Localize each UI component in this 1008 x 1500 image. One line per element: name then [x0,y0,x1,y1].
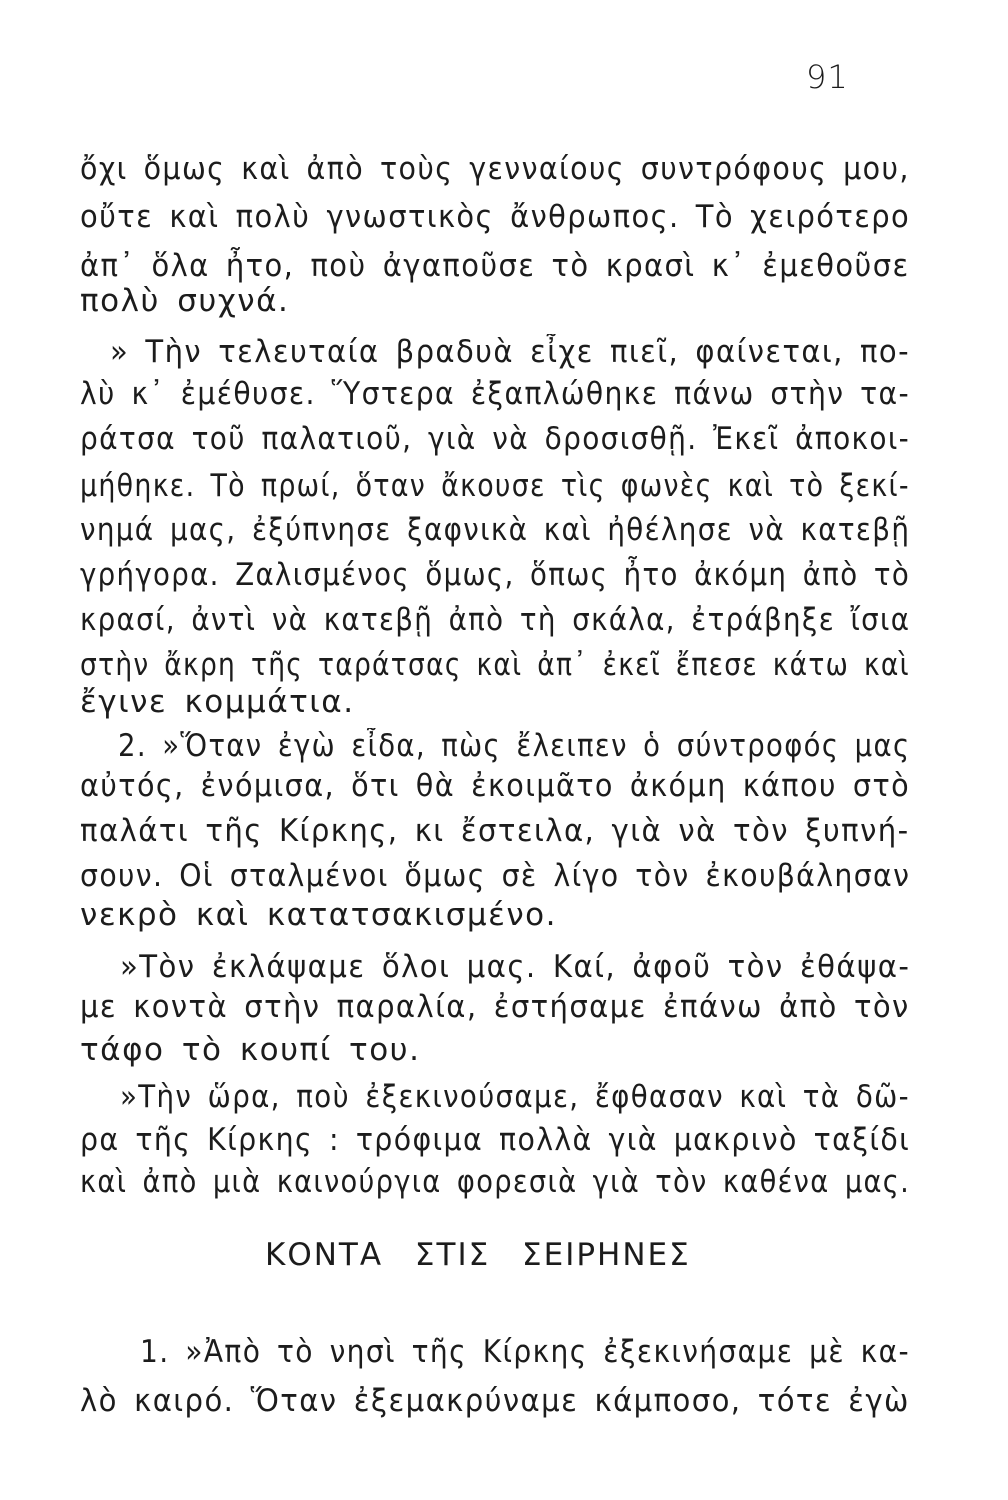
text-line: καὶ ἀπὸ μιὰ καινούργια φορεσιὰ γιὰ τὸν καθένα μας. [80,1164,911,1200]
text-line: στὴν ἄκρη τῆς ταράτσας καὶ ἀπ᾽ ἐκεῖ ἔπεσε κάτω καὶ [80,647,910,683]
text-line: πολὺ συχνά. [80,283,290,319]
page-number: 91 [806,58,849,96]
text-line: γρήγορα. Ζαλισμένος ὅμως, ὅπως ἦτο ἀκόμη ἀπὸ τὸ [80,557,911,593]
text-line: νεκρὸ καὶ κατατσακισμένο. [80,897,557,933]
text-line: 2. »Ὅταν ἐγὼ εἶδα, πὼς ἔλειπεν ὁ σύντροφός μας [118,728,911,764]
text-line: ράτσα τοῦ παλατιοῦ, γιὰ νὰ δροσισθῇ. Ἐκεῖ ἀποκοι- [80,421,911,457]
text-line: » Τὴν τελευταία βραδυὰ εἶχε πιεῖ, φαίνεται, πο- [110,334,910,370]
text-line: »Τὴν ὥρα, ποὺ ἐξεκινούσαμε, ἔφθασαν καὶ τὰ δῶ- [120,1079,910,1115]
text-line: 1. »Ἀπὸ τὸ νησὶ τῆς Κίρκης ἐξεκινήσαμε μὲ κα- [140,1334,910,1370]
text-line: λὺ κ᾽ ἐμέθυσε. Ὕστερα ἐξαπλώθηκε πάνω στὴν τα- [80,376,911,412]
text-line: παλάτι τῆς Κίρκης, κι ἔστειλα, γιὰ νὰ τὸν ξυπνή- [80,813,910,849]
text-line: με κοντὰ στὴν παραλία, ἐστήσαμε ἐπάνω ἀπὸ τὸν [80,989,910,1025]
text-line: αὐτός, ἐνόμισα, ὅτι θὰ ἐκοιμᾶτο ἀκόμη κάπου στὸ [80,768,911,804]
text-line: λὸ καιρό. Ὅταν ἐξεμακρύναμε κάμποσο, τότε ἐγὼ [80,1383,910,1419]
text-line: »Τὸν ἐκλάψαμε ὅλοι μας. Καί, ἀφοῦ τὸν ἐθάψα- [120,949,911,985]
text-line: σουν. Οἱ σταλμένοι ὅμως σὲ λίγο τὸν ἐκουβάλησαν [80,858,911,894]
text-line: ἔγινε κομμάτια. [80,684,355,720]
text-line: ὄχι ὅμως καὶ ἀπὸ τοὺς γενναίους συντρόφους μου, [80,151,910,187]
text-line: νημά μας, ἐξύπνησε ξαφνικὰ καὶ ἠθέλησε νὰ κατεβῇ [80,512,911,548]
text-line: τάφο τὸ κουπί του. [80,1032,421,1068]
text-line: ρα τῆς Κίρκης : τρόφιμα πολλὰ γιὰ μακρινὸ ταξίδι [80,1122,911,1158]
text-line: οὔτε καὶ πολὺ γνωστικὸς ἄνθρωπος. Τὸ χειρότερο [80,199,911,235]
text-line: μήθηκε. Τὸ πρωί, ὅταν ἄκουσε τὶς φωνὲς καὶ τὸ ξεκί- [80,468,910,504]
section-heading: ΚΟΝΤΑ ΣΤΙΣ ΣΕΙΡΗΝΕΣ [265,1237,691,1273]
text-line: κρασί, ἀντὶ νὰ κατεβῇ ἀπὸ τὴ σκάλα, ἐτράβηξε ἴσια [80,602,911,638]
text-line: ἀπ᾽ ὅλα ἦτο, ποὺ ἀγαποῦσε τὸ κρασὶ κ᾽ ἐμεθοῦσε [80,248,910,284]
